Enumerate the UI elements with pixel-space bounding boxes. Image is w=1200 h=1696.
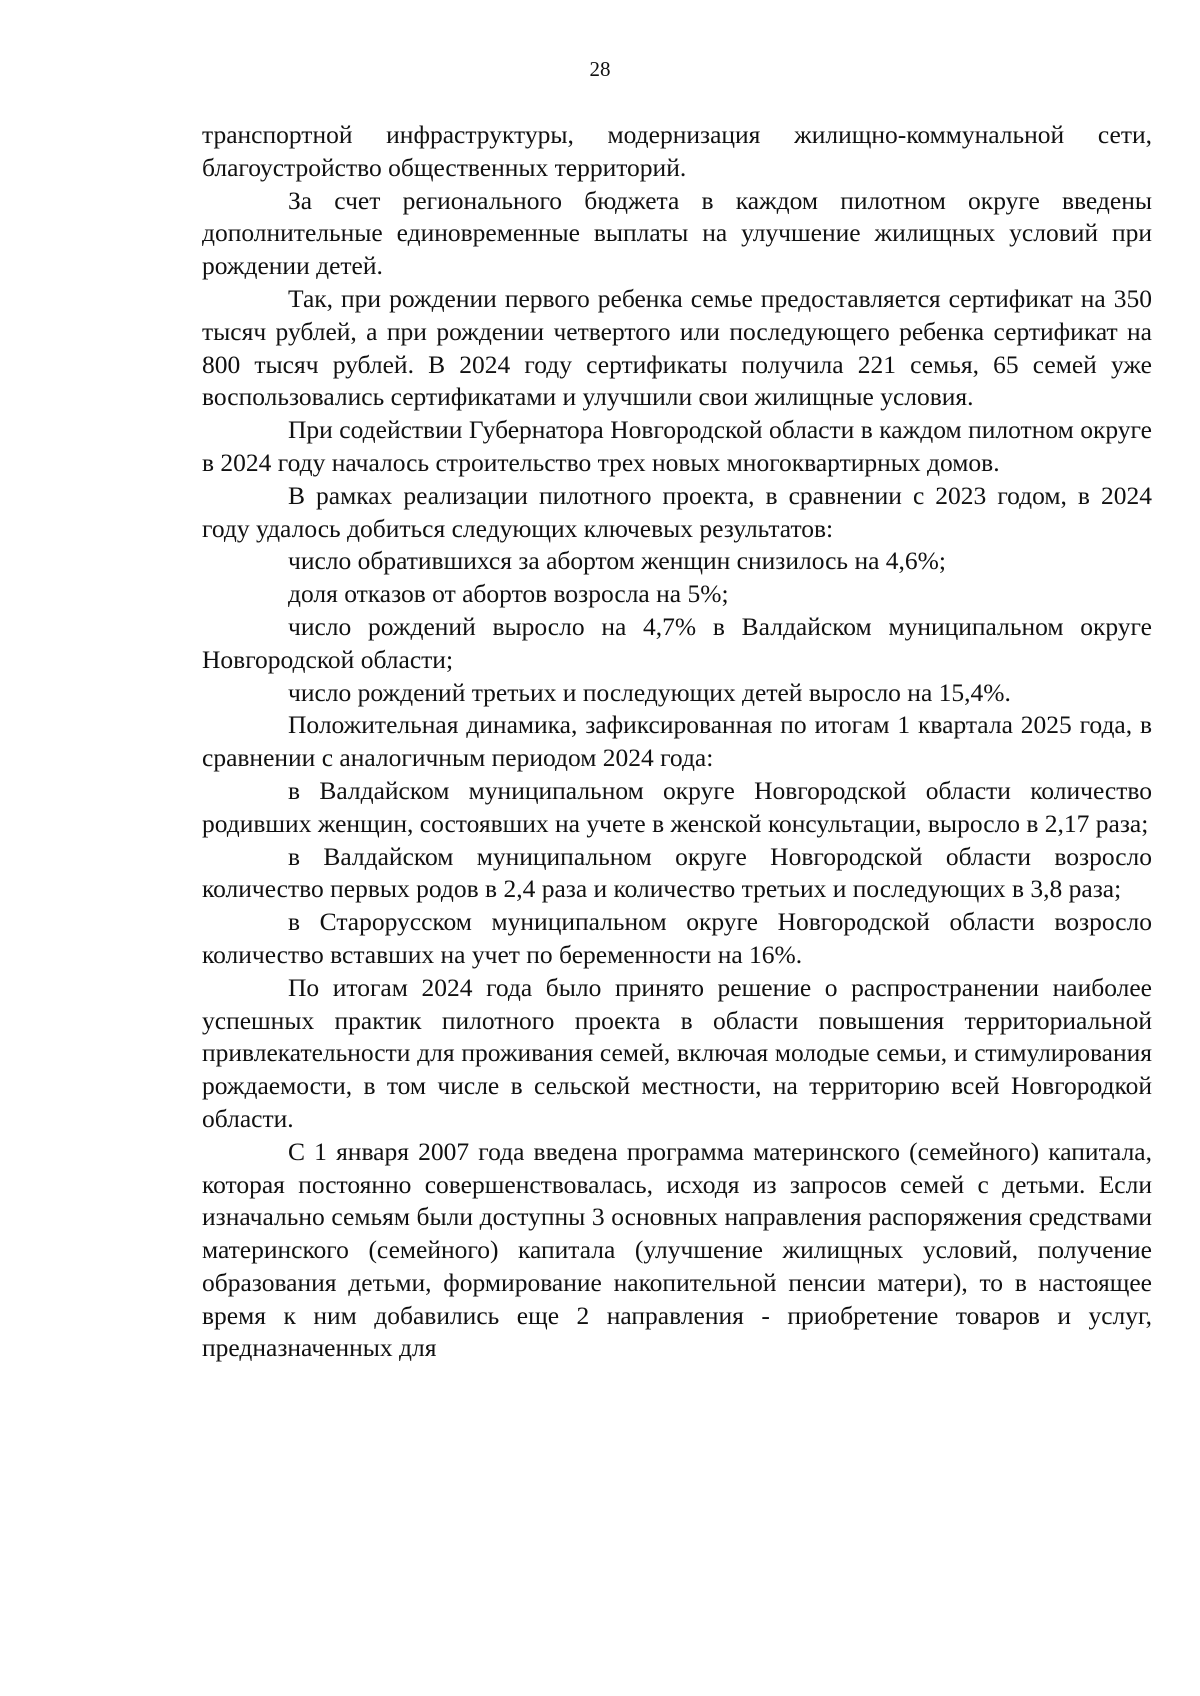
paragraph: Так, при рождении первого ребенка семье предоставляется сертификат на 350 тысяч рублей, а при рождении четвертого или последующего ребенка сертификат на 800 тысяч рублей. В 2024 году сертификаты получила 221 семья, 65 семей уже воспользовались сертификатами и улучшили свои жилищные условия. [202,283,1152,412]
paragraph: в Старорусском муниципальном округе Новгородской области возросло количество вставших на учет по беременности на 16%. [202,907,1152,969]
paragraph: За счет регионального бюджета в каждом пилотном округе введены дополнительные единовременные выплаты на улучшение жилищных условий при рождении детей. [202,185,1152,281]
paragraph: По итогам 2024 года было принято решение о распространении наиболее успешных практик пилотного проекта в области повышения территориальной привлекательности для проживания семей, включая молодые семьи, и стимулирования рождаемости, в том числе в сельской местности, на территорию всей Новгородкой области. [202,972,1152,1133]
paragraph: число обратившихся за абортом женщин снизилось на 4,6%; [288,546,946,576]
paragraph: число рождений третьих и последующих детей выросло на 15,4%. [288,677,1011,707]
paragraph: число рождений выросло на 4,7% в Валдайском муниципальном округе Новгородской области; [202,611,1152,674]
paragraph: В рамках реализации пилотного проекта, в сравнении с 2023 годом, в 2024 году удалось добиться следующих ключевых результатов: [202,480,1152,543]
paragraph: в Валдайском муниципальном округе Новгородской области возросло количество первых родов в 2,4 раза и количество третьих и последующих в 3,8 раза; [202,841,1152,904]
paragraph: Положительная динамика, зафиксированная по итогам 1 квартала 2025 года, в сравнении с аналогичным периодом 2024 года: [202,710,1152,773]
page-number: 28 [589,57,611,81]
paragraph: При содействии Губернатора Новгородской области в каждом пилотном округе в 2024 году началось строительство трех новых многоквартирных домов. [202,415,1152,477]
paragraph: С 1 января 2007 года введена программа материнского (семейного) капитала, которая постоянно совершенствовалась, исходя из запросов семей с детьми. Если изначально семьям были доступны 3 основных направления распоряжения средствами материнского (семейного) капитала (улучшение жилищных условий, получение образования детьми, формирование накопительной пенсии матери), то в настоящее время к ним добавились еще 2 направления - приобретение товаров и услуг, предназначенных для [202,1136,1152,1363]
paragraph: в Валдайском муниципальном округе Новгородской области количество родивших женщин, состоявших на учете в женской консультации, выросло в 2,17 раза; [202,775,1152,838]
paragraph: доля отказов от абортов возросла на 5%; [288,579,729,609]
paragraph: транспортной инфраструктуры, модернизация жилищно-коммунальной сети, благоустройство общественных территорий. [202,120,1152,182]
body-text [202,119,1152,1365]
